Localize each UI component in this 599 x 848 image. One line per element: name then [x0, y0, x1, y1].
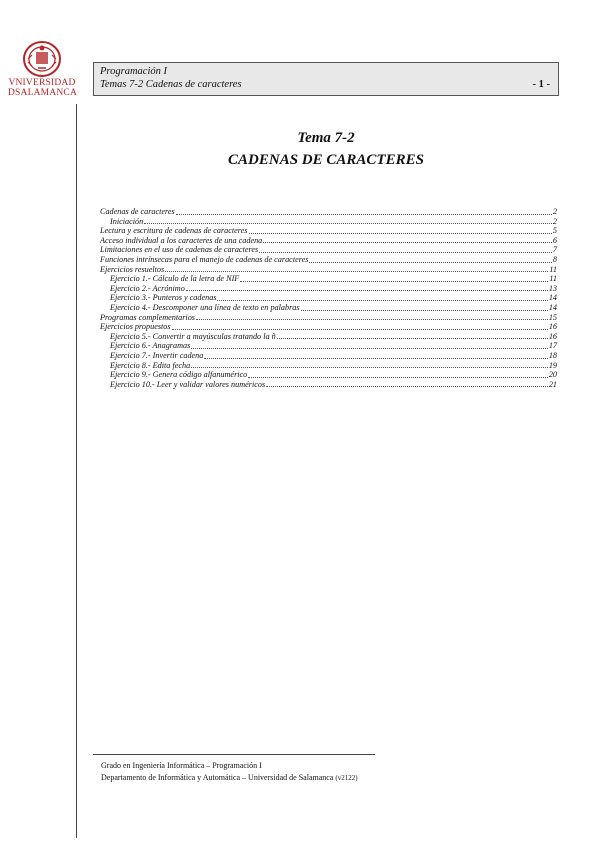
- toc-entry[interactable]: [100, 217, 557, 227]
- toc-entry[interactable]: [100, 303, 557, 313]
- toc-dot-leader: [240, 280, 548, 282]
- page-header: [93, 62, 559, 96]
- toc-entry[interactable]: [100, 236, 557, 246]
- toc-dot-leader: [144, 222, 552, 224]
- toc-entry-title: Ejercicio 6.- Anagramas: [110, 341, 191, 351]
- toc-entry-page: 2: [552, 207, 557, 216]
- toc-dot-leader: [191, 366, 548, 368]
- page-title: CADENAS DE CARACTERES: [228, 152, 424, 168]
- toc-dot-leader: [259, 251, 552, 253]
- toc-dot-leader: [309, 261, 551, 263]
- toc-entry-title: Ejercicio 4.- Descomponer una línea de texto en palabras: [110, 302, 300, 312]
- toc-entry-page: 15: [548, 312, 557, 322]
- footer-rule: [93, 754, 375, 755]
- left-vertical-rule: [76, 104, 77, 838]
- toc-entry-page: 17: [548, 341, 557, 351]
- toc-dot-leader: [176, 213, 552, 215]
- toc-dot-leader: [217, 299, 547, 301]
- toc-entry-title: Ejercicio 5.- Convertir a mayúsculas tratando la ñ: [110, 331, 276, 341]
- toc-entry-title: Limitaciones en el uso de cadenas de caracteres: [100, 245, 259, 255]
- logo-text-line1: VNIVERSIDAD: [8, 78, 76, 88]
- toc-entry-page: 2: [552, 216, 557, 226]
- toc-dot-leader: [165, 270, 548, 272]
- toc-dot-leader: [248, 376, 548, 378]
- toc-entry-page: 8: [552, 254, 557, 264]
- toc-entry[interactable]: [100, 313, 557, 323]
- footer-version-code: (v2122): [335, 774, 358, 782]
- toc-entry[interactable]: [100, 255, 557, 265]
- page-footer: [101, 760, 358, 784]
- toc-entry[interactable]: [100, 293, 557, 303]
- toc-entry[interactable]: [100, 265, 557, 275]
- toc-entry[interactable]: [100, 341, 557, 351]
- logo-text-line2: DSALAMANCA: [8, 88, 78, 98]
- toc-entry[interactable]: [100, 284, 557, 294]
- toc-entry-page: 21: [548, 379, 557, 389]
- footer-line2: Departamento de Informática y Automática – Universidad de Salamanca: [101, 773, 334, 782]
- toc-entry-title: Ejercicio 2.- Acrónimo: [110, 283, 185, 293]
- toc-entry-title: Ejercicio 10.- Leer y validar valores numéricos: [110, 379, 266, 389]
- toc-entry-title: Funciones intrínsecas para el manejo de cadenas de caracteres: [100, 254, 309, 264]
- toc-dot-leader: [196, 318, 548, 320]
- toc-entry-title: Acceso individual a los caracteres de una cadena: [100, 235, 263, 245]
- toc-dot-leader: [263, 241, 552, 243]
- toc-dot-leader: [266, 385, 548, 387]
- toc-entry-title: Ejercicio 1.- Cálculo de la letra de NIF: [110, 274, 240, 284]
- toc-entry-page: 16: [548, 322, 557, 332]
- toc-entry-page: 6: [552, 235, 557, 245]
- toc-entry-page: 13: [548, 283, 557, 293]
- tema-heading: Tema 7-2: [297, 130, 355, 146]
- header-row: [100, 78, 550, 91]
- toc-entry-page: 7: [552, 245, 557, 255]
- toc-entry-title: Programas complementarios: [100, 312, 195, 322]
- toc-entry[interactable]: [100, 245, 557, 255]
- toc-entry[interactable]: [100, 322, 557, 332]
- toc-entry-title: Lectura y escritura de cadenas de caracteres: [100, 226, 248, 236]
- toc-dot-leader: [172, 328, 548, 330]
- toc-entry-title: Ejercicio 9.- Genera código alfanumérico: [110, 370, 248, 380]
- toc-dot-leader: [186, 289, 548, 291]
- footer-line2-wrap: [101, 772, 358, 784]
- university-logo: [8, 40, 76, 98]
- toc-dot-leader: [204, 357, 547, 359]
- toc-entry-title: Ejercicio 8.- Edita fecha: [110, 360, 191, 370]
- toc-entry[interactable]: [100, 380, 557, 390]
- toc-entry-title: Ejercicios propuestos: [100, 322, 171, 332]
- footer-line1: Grado en Ingeniería Informática – Programación I: [101, 761, 262, 770]
- toc-entry[interactable]: [100, 361, 557, 371]
- toc-entry[interactable]: [100, 370, 557, 380]
- toc-entry-page: 20: [548, 370, 557, 380]
- toc-entry-title: Ejercicios resueltos: [100, 264, 165, 274]
- toc-entry[interactable]: [100, 274, 557, 284]
- toc-entry-title: Iniciación: [110, 216, 144, 226]
- toc-entry-page: 18: [548, 350, 557, 360]
- toc-entry[interactable]: [100, 207, 557, 217]
- toc-entry-title: Ejercicio 7.- Invertir cadena: [110, 350, 204, 360]
- toc-entry[interactable]: [100, 351, 557, 361]
- toc-entry-page: 16: [548, 331, 557, 341]
- toc-entry-page: 19: [548, 360, 557, 370]
- toc-dot-leader: [277, 337, 548, 339]
- toc-entry[interactable]: [100, 332, 557, 342]
- table-of-contents: [100, 207, 557, 389]
- toc-dot-leader: [249, 232, 552, 234]
- toc-entry-page: 14: [548, 293, 557, 303]
- toc-entry-title: Ejercicio 3.- Punteros y cadenas: [110, 293, 217, 303]
- toc-dot-leader: [191, 347, 548, 349]
- toc-entry[interactable]: [100, 226, 557, 236]
- header-subtitle: Temas 7-2 Cadenas de caracteres: [100, 79, 242, 90]
- toc-entry-page: 14: [548, 302, 557, 312]
- toc-entry-page: 11: [549, 274, 557, 284]
- toc-entry-title: Cadenas de caracteres: [100, 207, 175, 216]
- header-page-number: - 1 -: [532, 79, 550, 90]
- toc-dot-leader: [301, 309, 548, 311]
- toc-entry-page: 11: [549, 264, 557, 274]
- university-seal-icon: [22, 40, 62, 78]
- header-course: Programación I: [100, 66, 167, 77]
- toc-entry-page: 5: [552, 226, 557, 236]
